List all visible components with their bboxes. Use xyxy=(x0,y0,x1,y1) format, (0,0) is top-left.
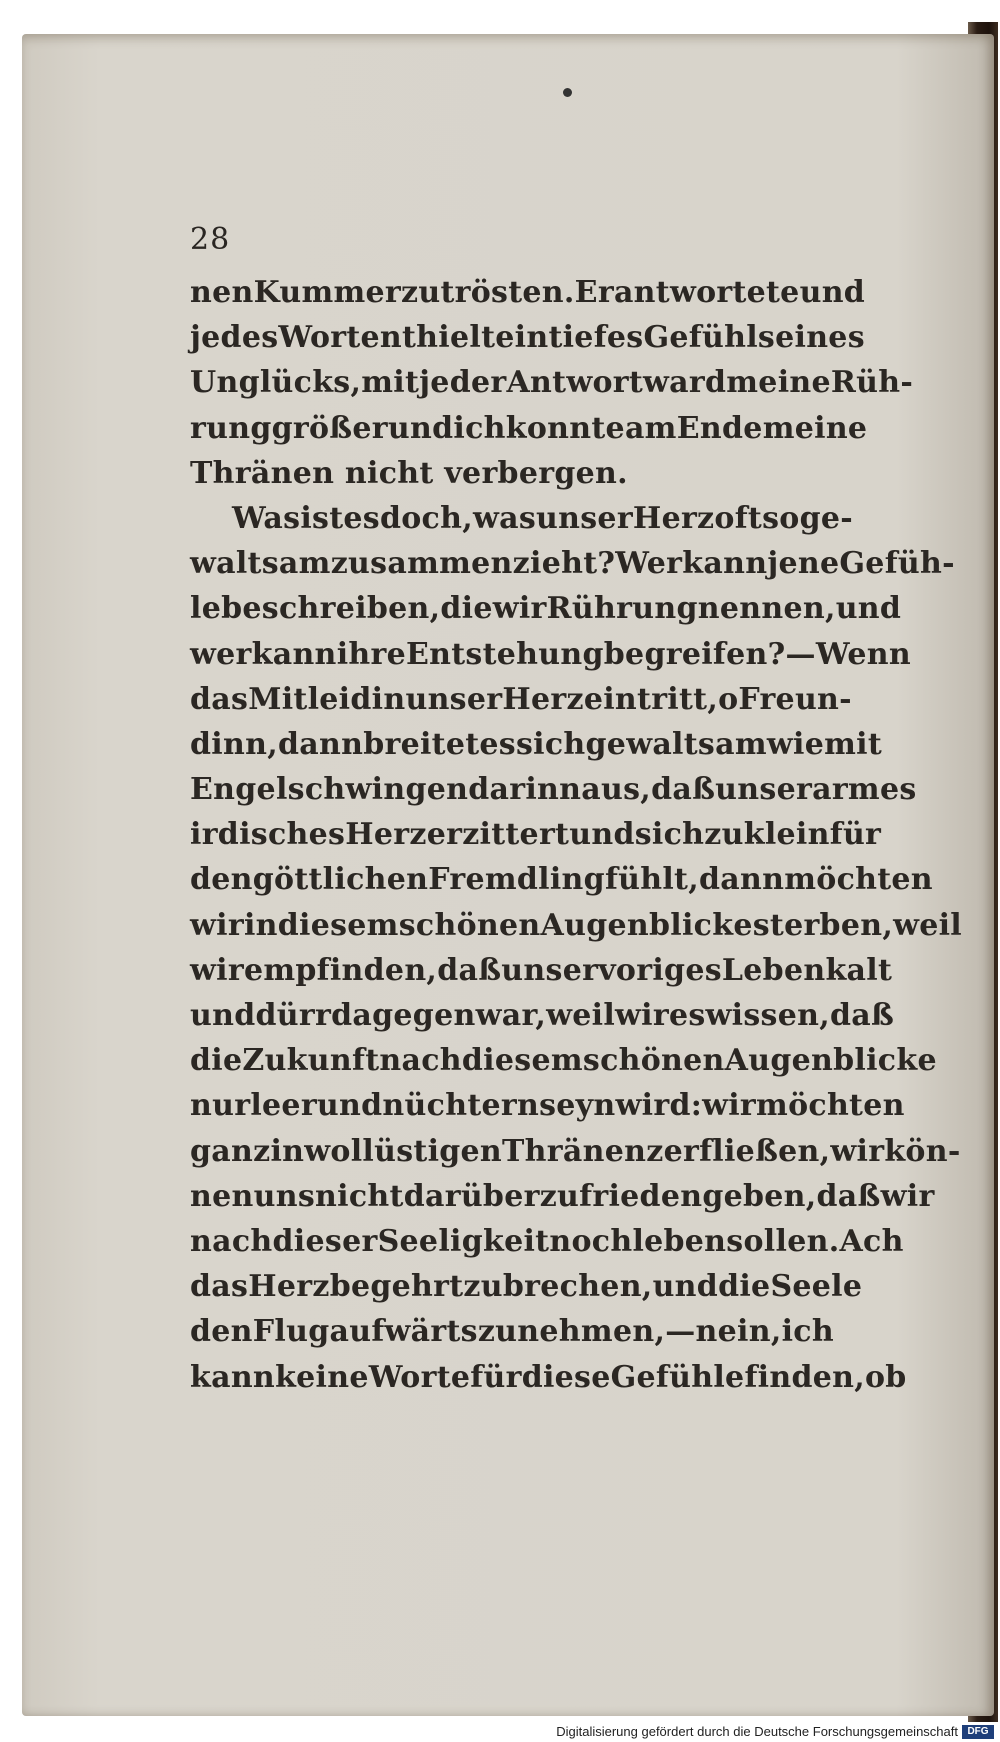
word: Ende xyxy=(676,410,763,446)
word: dann xyxy=(277,726,364,762)
word: Entstehung xyxy=(406,636,604,672)
word: begehrt xyxy=(329,1269,464,1305)
text-line xyxy=(190,586,902,631)
text-line xyxy=(190,406,868,451)
word: möchten xyxy=(784,862,933,898)
word: größer xyxy=(271,410,388,446)
word: möchten xyxy=(756,1088,905,1124)
dfg-logo: DFG xyxy=(962,1725,994,1739)
word: Thränen xyxy=(502,1133,647,1169)
word: Augenblicke xyxy=(724,1043,937,1079)
word: nach xyxy=(379,1043,462,1079)
word: keine xyxy=(275,1359,369,1395)
word: mit xyxy=(361,365,420,401)
word: Mitleid xyxy=(248,681,372,717)
word: nur xyxy=(190,1088,251,1124)
word: wir xyxy=(190,952,244,988)
word: Herz xyxy=(248,1269,330,1305)
text-line xyxy=(190,857,933,902)
word: unser xyxy=(405,681,503,717)
word: ist xyxy=(300,500,344,536)
word: erzittert xyxy=(426,817,570,853)
word: — xyxy=(785,636,816,672)
word: wir xyxy=(615,998,669,1033)
word: Engelschwingen xyxy=(190,772,469,808)
word: Seeligkeit xyxy=(377,1223,550,1259)
word: in xyxy=(270,1133,305,1169)
word: zerfließen, xyxy=(646,1133,831,1169)
word: ich xyxy=(781,1314,834,1350)
word: es xyxy=(668,998,706,1033)
word: wird: xyxy=(615,1088,703,1124)
word: Gefühl xyxy=(643,320,758,356)
word: Leben xyxy=(721,952,826,988)
word: wir xyxy=(190,907,244,943)
word: nen xyxy=(190,275,254,310)
text-line xyxy=(190,1309,834,1354)
word: den xyxy=(190,1314,253,1350)
word: und xyxy=(387,410,454,446)
word: Kummer xyxy=(253,275,402,310)
word: dürr xyxy=(255,998,332,1033)
word: nicht xyxy=(315,1178,404,1214)
page-number: 28 xyxy=(190,222,231,257)
word: antwortete xyxy=(613,275,800,310)
word: sich xyxy=(634,817,705,853)
word: darüber xyxy=(403,1178,540,1214)
word: kann xyxy=(251,636,337,672)
text-line xyxy=(190,1129,961,1174)
word: leer xyxy=(250,1088,317,1124)
word: für xyxy=(470,1359,522,1395)
word: nehmen, xyxy=(517,1314,666,1350)
word: leben xyxy=(632,1223,727,1259)
word: daß xyxy=(437,952,502,988)
word: oft xyxy=(714,500,763,536)
word: darinn xyxy=(468,772,582,808)
word: und xyxy=(835,591,902,627)
word: das xyxy=(190,681,249,717)
word: daß xyxy=(816,1178,881,1214)
word: Augenblicke xyxy=(540,907,753,943)
word: zu xyxy=(704,817,744,853)
word: uns xyxy=(253,1178,316,1214)
word: unser xyxy=(715,772,813,808)
word: und xyxy=(190,998,256,1033)
text-line xyxy=(190,496,854,541)
word: ge- xyxy=(799,500,854,536)
word: — xyxy=(665,1314,696,1350)
word: wissen, xyxy=(705,998,830,1033)
word: unser xyxy=(536,500,633,536)
word: für xyxy=(829,817,882,853)
word: jene xyxy=(767,546,840,582)
text-line xyxy=(190,1174,935,1219)
word: Freun- xyxy=(738,681,852,717)
word: kann xyxy=(682,546,768,582)
word: Wort xyxy=(278,320,361,356)
text-line xyxy=(190,767,917,812)
word: und xyxy=(799,275,866,310)
word: jedes xyxy=(190,320,279,356)
word: Herz xyxy=(632,500,715,536)
word: aus, xyxy=(581,772,652,808)
word: tiefes xyxy=(548,320,644,356)
word: noch xyxy=(549,1223,633,1259)
text-line: Thränen nicht verbergen. xyxy=(190,455,628,491)
word: zufrieden xyxy=(539,1178,703,1214)
word: es xyxy=(479,726,516,762)
word: sollen. xyxy=(726,1223,840,1259)
word: ein xyxy=(495,320,549,356)
word: Gefühle xyxy=(610,1359,745,1395)
word: le xyxy=(190,591,222,627)
word: dinn, xyxy=(190,726,278,762)
word: Herz xyxy=(345,817,427,853)
word: o xyxy=(718,681,739,717)
word: Worte xyxy=(368,1359,471,1395)
text-line xyxy=(190,270,866,315)
word: rung xyxy=(190,410,272,446)
word: und xyxy=(652,1269,719,1305)
word: nen xyxy=(190,1178,254,1214)
word: begreifen? xyxy=(603,636,786,672)
word: schönen xyxy=(398,907,541,943)
text-line xyxy=(190,948,893,993)
word: wir xyxy=(702,1088,757,1124)
word: Wer xyxy=(615,546,683,582)
word: irdisches xyxy=(190,817,346,853)
word: Er xyxy=(574,275,614,310)
word: wer xyxy=(190,636,252,672)
word: göttlichen xyxy=(252,862,429,898)
word: Rüh- xyxy=(830,365,914,401)
text-line xyxy=(190,360,914,405)
word: wir xyxy=(880,1178,935,1214)
word: waltsam xyxy=(190,546,331,582)
word: dann xyxy=(698,862,785,898)
word: am xyxy=(624,410,677,446)
word: weil xyxy=(546,998,616,1033)
word: mit xyxy=(824,726,883,762)
word: kann xyxy=(190,1359,276,1395)
word: Fremdling xyxy=(428,862,605,898)
word: diesem xyxy=(277,907,399,943)
text-line xyxy=(190,1083,905,1128)
word: unser xyxy=(501,952,599,988)
word: kalt xyxy=(825,952,893,988)
word: ward xyxy=(643,365,727,401)
word: das xyxy=(190,1269,249,1305)
word: beschreiben, xyxy=(221,591,441,627)
word: ich xyxy=(453,410,506,446)
word: was xyxy=(472,500,537,536)
word: zu xyxy=(463,1269,503,1305)
word: daß xyxy=(651,772,716,808)
word: zu xyxy=(401,275,441,310)
word: diese xyxy=(521,1359,611,1395)
word: klein xyxy=(743,817,830,853)
word: nein, xyxy=(695,1314,782,1350)
text-line xyxy=(190,1355,907,1400)
word: ganz xyxy=(190,1133,271,1169)
word: und xyxy=(569,817,635,853)
word: Was xyxy=(232,500,301,536)
word: sich xyxy=(515,726,586,762)
funding-credit: Digitalisierung gefördert durch die Deutsche Forschungsgemeinschaft xyxy=(556,1724,958,1739)
word: breitet xyxy=(363,726,480,762)
word: in xyxy=(243,907,278,943)
word: finden, xyxy=(744,1359,865,1395)
word: armes xyxy=(812,772,917,808)
text-line xyxy=(190,993,895,1038)
text-line xyxy=(190,1038,937,1083)
page-text xyxy=(190,270,962,1400)
word: nach xyxy=(190,1223,273,1259)
word: ihre xyxy=(336,636,406,672)
word: nennen, xyxy=(697,591,836,627)
word: weil xyxy=(893,907,962,943)
word: meine xyxy=(762,410,868,446)
word: Gefüh- xyxy=(839,546,955,582)
word: wie xyxy=(766,726,825,762)
word: Seele xyxy=(770,1269,863,1305)
word: brechen, xyxy=(502,1269,653,1305)
word: wollüstigen xyxy=(304,1133,503,1169)
word: ob xyxy=(865,1359,907,1395)
word: Ach xyxy=(839,1223,904,1259)
word: den xyxy=(190,862,253,898)
word: meine xyxy=(726,365,831,401)
word: dagegen xyxy=(331,998,476,1033)
word: jeder xyxy=(419,365,507,401)
word: Flug xyxy=(252,1314,330,1350)
word: Rührung xyxy=(546,591,698,627)
word: kön- xyxy=(884,1133,961,1169)
text-line xyxy=(190,1264,863,1309)
word: gewaltsam xyxy=(585,726,767,762)
text-line xyxy=(190,632,911,677)
word: seyn xyxy=(539,1088,616,1124)
word: war, xyxy=(475,998,547,1033)
word: trösten. xyxy=(440,275,575,310)
word: eintritt, xyxy=(583,681,719,717)
word: Wenn xyxy=(815,636,911,672)
word: Unglücks, xyxy=(190,365,362,401)
word: seines xyxy=(757,320,865,356)
word: es xyxy=(343,500,380,536)
word: wir xyxy=(830,1133,885,1169)
word: schönen xyxy=(582,1043,725,1079)
word: aufwärts xyxy=(329,1314,478,1350)
word: Herz xyxy=(502,681,584,717)
word: Zukunft xyxy=(242,1043,380,1079)
word: die xyxy=(718,1269,771,1305)
word: fühlt, xyxy=(604,862,699,898)
word: und xyxy=(316,1088,383,1124)
text-line xyxy=(190,315,865,360)
text-line xyxy=(190,541,955,586)
text-line xyxy=(190,812,882,857)
word: nüchtern xyxy=(382,1088,540,1124)
word: die xyxy=(440,591,493,627)
word: dieser xyxy=(272,1223,378,1259)
text-line xyxy=(190,903,962,948)
digitization-footer xyxy=(0,1722,1000,1742)
word: sterben, xyxy=(752,907,894,943)
text-line xyxy=(190,722,883,767)
text-line xyxy=(190,677,852,722)
word: so xyxy=(762,500,800,536)
word: zu xyxy=(477,1314,518,1350)
ink-speck xyxy=(563,88,572,97)
word: Antwort xyxy=(506,365,644,401)
word: voriges xyxy=(598,952,722,988)
word: konnte xyxy=(505,410,625,446)
word: geben, xyxy=(702,1178,817,1214)
text-line xyxy=(190,1219,904,1264)
word: wir xyxy=(492,591,547,627)
word: enthielt xyxy=(360,320,496,356)
word: diesem xyxy=(461,1043,583,1079)
word: in xyxy=(371,681,406,717)
word: zusammenzieht? xyxy=(330,546,616,582)
word: empfinden, xyxy=(243,952,438,988)
word: doch, xyxy=(379,500,473,536)
word: die xyxy=(190,1043,243,1079)
word: daß xyxy=(829,998,895,1033)
